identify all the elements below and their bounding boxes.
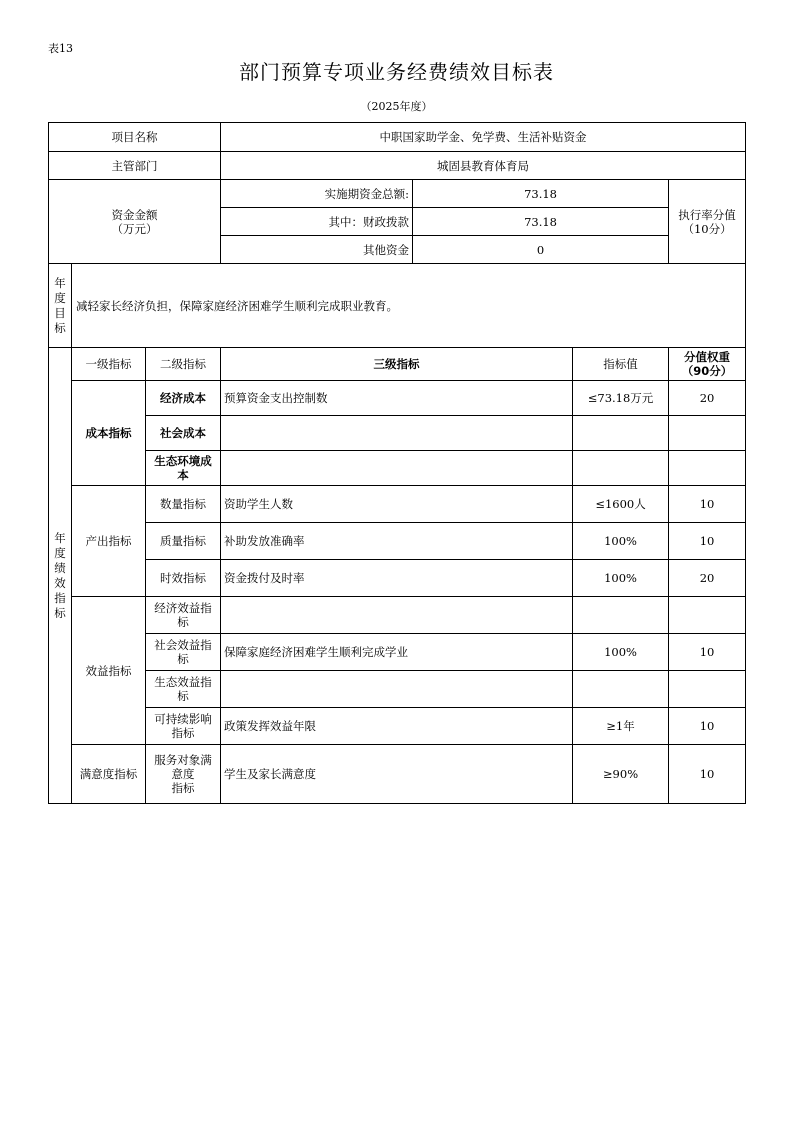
level2-line: 服务对象满 bbox=[154, 753, 212, 767]
exec-rate-line1: 执行率分值 bbox=[678, 207, 736, 222]
value-cell: 100% bbox=[573, 523, 669, 560]
level3-cell bbox=[221, 416, 573, 451]
table-row bbox=[49, 560, 746, 597]
goal-char: 标 bbox=[54, 320, 66, 335]
side-char: 年 bbox=[54, 530, 66, 545]
funds-total-label: 实施期资金总额: bbox=[221, 180, 413, 208]
table-row bbox=[49, 416, 746, 451]
value-cell: ≤1600人 bbox=[573, 486, 669, 523]
value-cell: ≤73.18万元 bbox=[573, 381, 669, 416]
header-value: 指标值 bbox=[573, 348, 669, 381]
annual-goal-row bbox=[49, 264, 746, 348]
value-cell bbox=[573, 451, 669, 486]
table-row bbox=[49, 523, 746, 560]
weight-cell bbox=[669, 597, 746, 634]
exec-rate-line2: （10分） bbox=[682, 221, 732, 236]
level2-cell: 质量指标 bbox=[146, 523, 221, 560]
funds-fiscal-label: 其中：财政拨款 bbox=[221, 208, 413, 236]
table-row bbox=[49, 745, 746, 804]
project-label: 项目名称 bbox=[49, 123, 221, 152]
table-row bbox=[49, 671, 746, 708]
table-row bbox=[49, 597, 746, 634]
side-char: 绩 bbox=[54, 560, 66, 575]
performance-table bbox=[48, 122, 746, 804]
level3-cell: 资助学生人数 bbox=[221, 486, 573, 523]
project-row bbox=[49, 123, 746, 152]
goal-char: 年 bbox=[54, 275, 66, 290]
funds-total-value: 73.18 bbox=[413, 180, 669, 208]
level2-cell: 社会成本 bbox=[146, 416, 221, 451]
annual-goal-text: 减轻家长经济负担，保障家庭经济困难学生顺利完成职业教育。 bbox=[72, 264, 746, 348]
weight-cell: 10 bbox=[669, 708, 746, 745]
header-level3: 三级指标 bbox=[221, 348, 573, 381]
level2-line: 社会效益指 bbox=[154, 638, 212, 652]
cost-indicator-label: 成本指标 bbox=[72, 381, 146, 486]
weight-cell: 20 bbox=[669, 381, 746, 416]
value-cell bbox=[573, 597, 669, 634]
level2-line: 意度 bbox=[171, 767, 195, 781]
document-title: 部门预算专项业务经费绩效目标表 bbox=[239, 60, 554, 84]
weight-cell: 10 bbox=[669, 523, 746, 560]
side-char: 度 bbox=[54, 545, 66, 560]
value-cell: ≥90% bbox=[573, 745, 669, 804]
exec-rate bbox=[669, 180, 746, 264]
document-year: （2025年度） bbox=[360, 100, 433, 113]
level2-cell bbox=[146, 671, 221, 708]
level2-cell bbox=[146, 597, 221, 634]
department-value: 城固县教育体育局 bbox=[221, 152, 746, 180]
level3-cell: 预算资金支出控制数 bbox=[221, 381, 573, 416]
level2-line: 指标 bbox=[171, 726, 195, 740]
level3-cell bbox=[221, 671, 573, 708]
level2-cell bbox=[146, 745, 221, 804]
department-row bbox=[49, 152, 746, 180]
side-char: 效 bbox=[54, 575, 66, 590]
weight-cell bbox=[669, 416, 746, 451]
level3-cell bbox=[221, 451, 573, 486]
table-row bbox=[49, 381, 746, 416]
weight-cell: 20 bbox=[669, 560, 746, 597]
value-cell: ≥1年 bbox=[573, 708, 669, 745]
benefit-indicator-label: 效益指标 bbox=[72, 597, 146, 745]
header-weight bbox=[669, 348, 746, 381]
table-number: 表13 bbox=[48, 42, 73, 55]
weight-cell: 10 bbox=[669, 745, 746, 804]
value-cell: 100% bbox=[573, 634, 669, 671]
goal-char: 目 bbox=[54, 305, 66, 320]
output-indicator-label: 产出指标 bbox=[72, 486, 146, 597]
funds-other-value: 0 bbox=[413, 236, 669, 264]
level2-line: 标 bbox=[177, 652, 189, 666]
level3-cell bbox=[221, 597, 573, 634]
department-label: 主管部门 bbox=[49, 152, 221, 180]
funds-fiscal-value: 73.18 bbox=[413, 208, 669, 236]
header-level2: 二级指标 bbox=[146, 348, 221, 381]
header-level1: 一级指标 bbox=[72, 348, 146, 381]
level3-cell: 学生及家长满意度 bbox=[221, 745, 573, 804]
project-value: 中职国家助学金、免学费、生活补贴资金 bbox=[221, 123, 746, 152]
value-cell: 100% bbox=[573, 560, 669, 597]
funds-label bbox=[49, 180, 221, 264]
header-weight-line1: 分值权重 bbox=[684, 350, 731, 364]
level2-line: 标 bbox=[177, 689, 189, 703]
weight-cell: 10 bbox=[669, 486, 746, 523]
weight-cell bbox=[669, 451, 746, 486]
header-weight-line2: （90分） bbox=[681, 364, 733, 378]
funds-label-line2: （万元） bbox=[111, 221, 158, 236]
level3-cell: 政策发挥效益年限 bbox=[221, 708, 573, 745]
indicator-header-row bbox=[49, 348, 746, 381]
level2-cell bbox=[146, 451, 221, 486]
level2-line: 生态环境成 bbox=[154, 454, 212, 468]
level3-cell: 保障家庭经济困难学生顺利完成学业 bbox=[221, 634, 573, 671]
level2-cell bbox=[146, 708, 221, 745]
indicator-side-label bbox=[49, 348, 72, 804]
level2-cell: 经济成本 bbox=[146, 381, 221, 416]
level2-cell: 时效指标 bbox=[146, 560, 221, 597]
level2-cell: 数量指标 bbox=[146, 486, 221, 523]
funds-other-label: 其他资金 bbox=[221, 236, 413, 264]
table-row bbox=[49, 708, 746, 745]
goal-char: 度 bbox=[54, 290, 66, 305]
funds-total-row bbox=[49, 180, 746, 208]
weight-cell bbox=[669, 671, 746, 708]
side-char: 标 bbox=[54, 605, 66, 620]
funds-label-line1: 资金金额 bbox=[111, 207, 158, 222]
level2-line: 生态效益指 bbox=[154, 675, 212, 689]
level2-line: 本 bbox=[177, 468, 189, 482]
level2-line: 可持续影响 bbox=[154, 712, 212, 726]
level2-line: 经济效益指 bbox=[154, 601, 212, 615]
table-row bbox=[49, 634, 746, 671]
value-cell bbox=[573, 671, 669, 708]
level2-line: 指标 bbox=[171, 781, 195, 795]
table-row bbox=[49, 451, 746, 486]
level2-line: 标 bbox=[177, 615, 189, 629]
annual-goal-label bbox=[49, 264, 72, 348]
level2-cell bbox=[146, 634, 221, 671]
satisfaction-indicator-label: 满意度指标 bbox=[72, 745, 146, 804]
table-row bbox=[49, 486, 746, 523]
level3-cell: 资金拨付及时率 bbox=[221, 560, 573, 597]
value-cell bbox=[573, 416, 669, 451]
level3-cell: 补助发放准确率 bbox=[221, 523, 573, 560]
side-char: 指 bbox=[54, 590, 66, 605]
weight-cell: 10 bbox=[669, 634, 746, 671]
